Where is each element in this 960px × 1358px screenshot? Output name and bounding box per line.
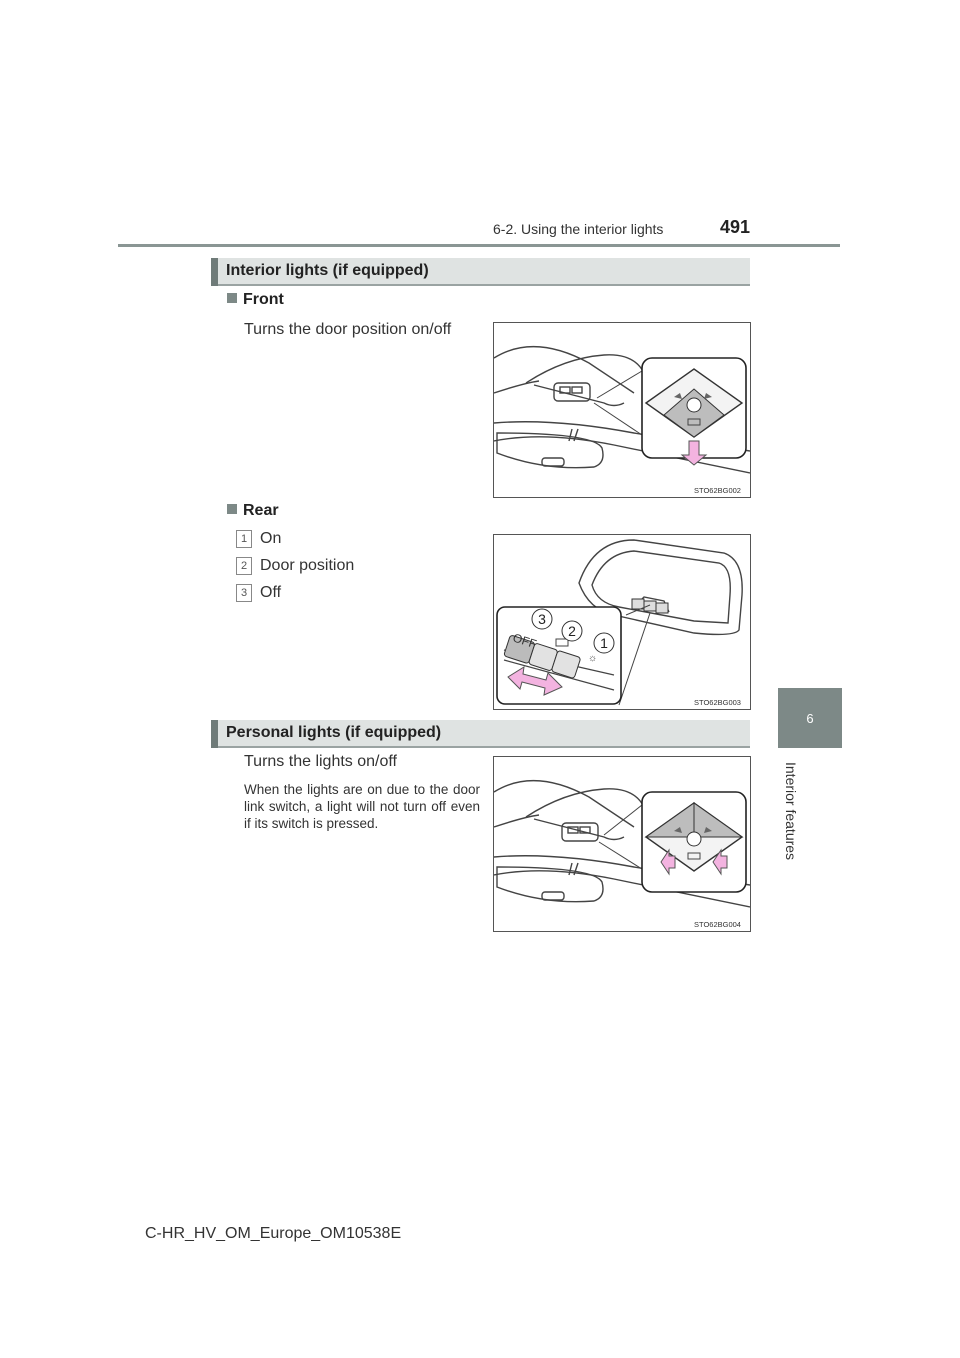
running-header: 6-2. Using the interior lights [493, 221, 664, 237]
callout-2: 2 [568, 623, 576, 639]
personal-description: Turns the lights on/off [244, 753, 397, 770]
square-bullet-icon [227, 293, 237, 303]
chapter-label: Interior features [783, 762, 799, 861]
callout-1: 1 [600, 635, 608, 651]
figure-code: STO62BG004 [694, 920, 741, 929]
rear-item-door-position: 2 Door position [236, 557, 354, 575]
subheading-front: Front [227, 291, 284, 309]
rear-item-on: 1 On [236, 530, 281, 548]
front-description: Turns the door position on/off [244, 321, 452, 338]
subheading-rear: Rear [227, 502, 279, 520]
figure-front-light [493, 322, 751, 498]
callout-3: 3 [538, 611, 546, 627]
switch-label-off: OFF [511, 630, 539, 652]
document-id: C-HR_HV_OM_Europe_OM10538E [145, 1225, 402, 1242]
figure-rear-light [493, 534, 751, 710]
figure-code: STO62BG003 [694, 698, 741, 707]
chapter-tab[interactable] [778, 688, 842, 748]
rear-item-off: 3 Off [236, 584, 281, 602]
header-rule [118, 244, 840, 247]
figure-personal-light [493, 756, 751, 932]
section-heading-interior: Interior lights (if equipped) [211, 258, 750, 286]
personal-note: When the lights are on due to the door link switch, a light will not turn off even if its switch is pressed. [244, 782, 480, 831]
sun-icon: ☼ [588, 653, 598, 664]
figure-code: STO62BG002 [694, 486, 741, 495]
section-heading-personal: Personal lights (if equipped) [211, 720, 750, 748]
square-bullet-icon [227, 504, 237, 514]
page-number: 491 [720, 217, 751, 237]
chapter-number: 6 [806, 710, 814, 726]
